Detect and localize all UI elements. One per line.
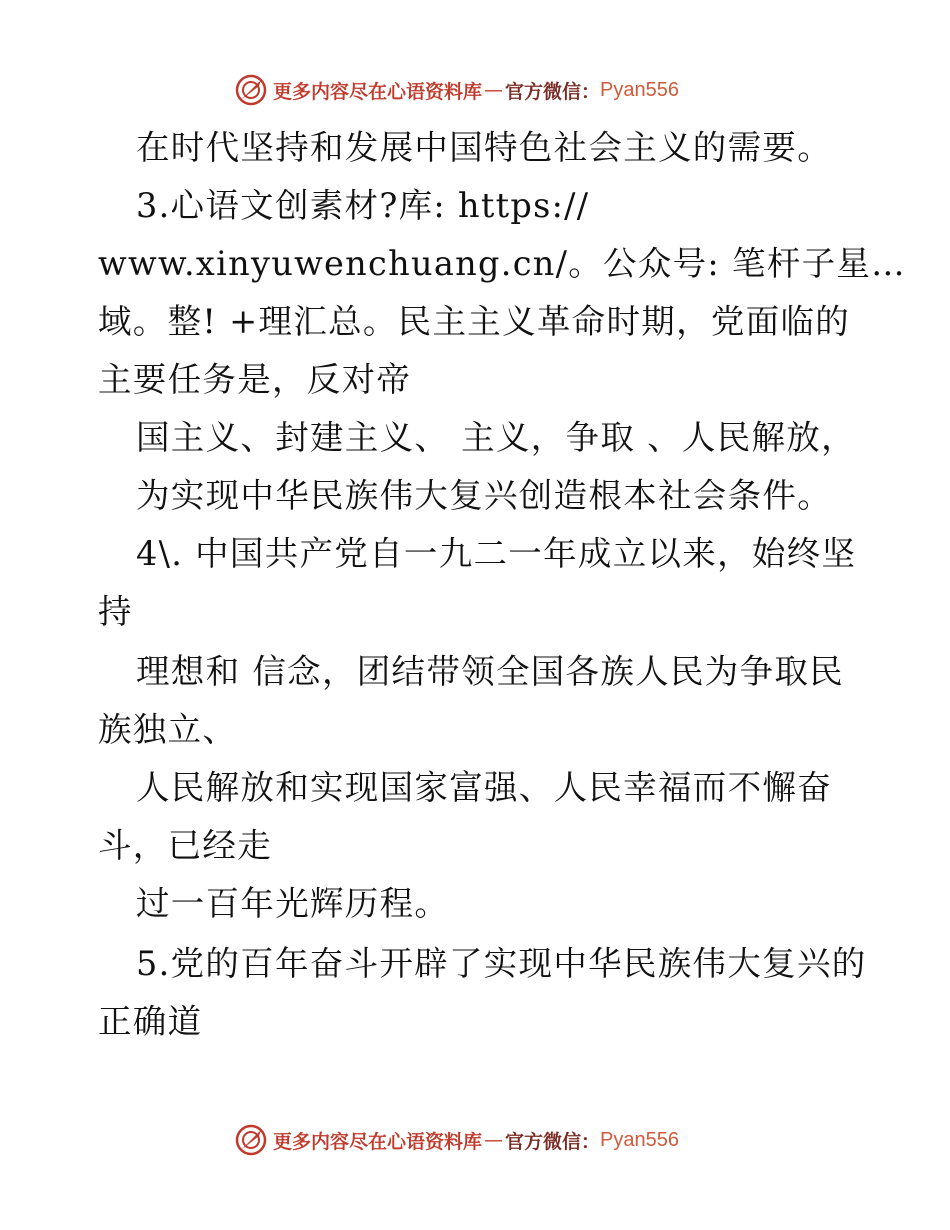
text-line: 在时代坚持和发展中国特色社会主义的需要。 [136,128,832,167]
text-line: 域。整! +理汇总。民主主义革命时期，党面临的 [98,302,851,341]
banner-dash: — [484,1129,504,1151]
logo-icon [235,74,267,106]
banner-text: 更多内容尽在心语资料库 [273,1130,483,1153]
banner-wechat-id: Pyan556 [600,1128,679,1151]
banner-wechat-id: Pyan556 [600,78,679,101]
text-line: 4\. 中国共产党自一九二一年成立以来，始终坚 [136,534,857,573]
banner-label: 官方微信： [505,1130,601,1153]
text-line: 3.心语文创素材?库: https:// [136,186,590,225]
logo-icon [235,1124,267,1156]
banner-text: 更多内容尽在心语资料库 [273,80,483,103]
footer-banner [235,1123,679,1157]
text-line: 为实现中华民族伟大复兴创造根本社会条件。 [136,476,832,515]
text-line: 人民解放和实现国家富强、人民幸福而不懈奋 [136,768,832,807]
text-line: 斗，已经走 [98,826,272,865]
text-line: 过一百年光辉历程。 [136,884,450,923]
banner-label: 官方微信： [505,80,601,103]
text-line: 国主义、封建主义、 主义，争取 、人民解放， [136,418,856,457]
text-line: 族独立、 [98,710,238,749]
text-line: 理想和 信念，团结带领全国各族人民为争取民 [136,652,844,691]
text-line: 正确道 [98,1002,203,1041]
banner-dash: — [484,79,504,101]
text-line: 5.党的百年奋斗开辟了实现中华民族伟大复兴的 [136,944,867,983]
header-banner [235,73,679,107]
text-line: www.xinyuwenchuang.cn/。公众号: 笔杆子星… [98,244,906,283]
text-line: 持 [98,592,133,631]
text-line: 主要任务是，反对帝 [98,360,412,399]
